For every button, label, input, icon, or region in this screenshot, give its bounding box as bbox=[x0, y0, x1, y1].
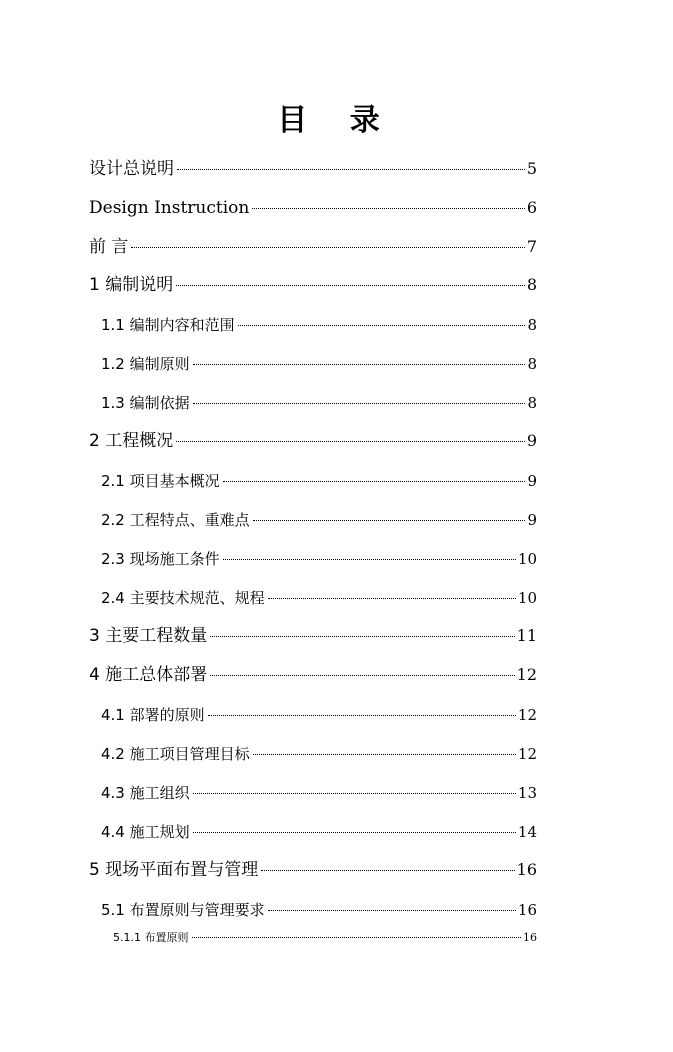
dot-leader bbox=[193, 793, 516, 794]
toc-entry-general-design-notes[interactable] bbox=[89, 157, 537, 181]
toc-page-number: 13 bbox=[517, 784, 537, 802]
toc-entry-label: 4.1 部署的原则 bbox=[101, 706, 205, 724]
toc-page-number: 7 bbox=[526, 237, 537, 256]
toc-entry-section-5-1-1[interactable] bbox=[113, 930, 537, 946]
toc-entry-preface[interactable] bbox=[89, 235, 537, 259]
toc-page-number: 16 bbox=[516, 860, 537, 879]
toc-entry-label: 4 施工总体部署 bbox=[89, 665, 208, 685]
toc-page-number: 5 bbox=[526, 159, 537, 178]
toc-page-number: 14 bbox=[517, 823, 537, 841]
toc-entry-section-4-3[interactable] bbox=[101, 781, 537, 805]
toc-entry-design-instruction[interactable] bbox=[89, 196, 537, 220]
toc-entry-section-3[interactable] bbox=[89, 624, 537, 648]
toc-entry-section-2-2[interactable] bbox=[101, 508, 537, 532]
toc-entry-label: 5.1 布置原则与管理要求 bbox=[101, 901, 265, 919]
dot-leader bbox=[223, 559, 516, 560]
toc-entry-label: 2.2 工程特点、重难点 bbox=[101, 511, 250, 529]
toc-page-number: 8 bbox=[527, 355, 537, 373]
toc-entry-section-4[interactable] bbox=[89, 663, 537, 687]
toc-entry-section-4-2[interactable] bbox=[101, 742, 537, 766]
toc-page-number: 16 bbox=[517, 901, 537, 919]
toc-title: 目 录 bbox=[277, 103, 396, 138]
toc-entry-section-1-1[interactable] bbox=[101, 313, 537, 337]
dot-leader bbox=[193, 403, 526, 404]
toc-entry-label: 设计总说明 bbox=[89, 159, 174, 179]
dot-leader bbox=[176, 441, 525, 442]
dot-leader bbox=[131, 247, 524, 248]
toc-entry-label: 2.4 主要技术规范、规程 bbox=[101, 589, 265, 607]
toc-entry-label: 4.3 施工组织 bbox=[101, 784, 190, 802]
dot-leader bbox=[193, 364, 526, 365]
toc-entry-label: 1.1 编制内容和范围 bbox=[101, 316, 235, 334]
toc-entry-label: 5 现场平面布置与管理 bbox=[89, 860, 259, 880]
toc-entry-label: 1 编制说明 bbox=[89, 275, 174, 295]
toc-page-number: 12 bbox=[516, 665, 537, 684]
toc-entry-label: 2.3 现场施工条件 bbox=[101, 550, 220, 568]
toc-page-number: 8 bbox=[527, 316, 537, 334]
toc-entry-section-1-2[interactable] bbox=[101, 352, 537, 376]
toc-page-number: 10 bbox=[517, 550, 537, 568]
toc-entry-label: 1.2 编制原则 bbox=[101, 355, 190, 373]
toc-page-number: 9 bbox=[527, 472, 537, 490]
dot-leader bbox=[268, 598, 516, 599]
toc-entry-section-4-1[interactable] bbox=[101, 703, 537, 727]
toc-page-number: 16 bbox=[523, 931, 537, 944]
toc-entry-label: Design Instruction bbox=[89, 198, 250, 218]
toc-entry-label: 4.2 施工项目管理目标 bbox=[101, 745, 250, 763]
toc-entry-section-2-4[interactable] bbox=[101, 586, 537, 610]
toc-entry-section-4-4[interactable] bbox=[101, 820, 537, 844]
toc-page-number: 12 bbox=[517, 706, 537, 724]
dot-leader bbox=[210, 675, 514, 676]
toc-entry-label: 前 言 bbox=[89, 237, 129, 257]
dot-leader bbox=[210, 636, 514, 637]
dot-leader bbox=[193, 832, 516, 833]
dot-leader bbox=[253, 520, 526, 521]
dot-leader bbox=[253, 754, 516, 755]
toc-page-number: 6 bbox=[526, 198, 537, 217]
dot-leader bbox=[176, 285, 525, 286]
toc-page-number: 12 bbox=[517, 745, 537, 763]
toc-entry-label: 5.1.1 布置原则 bbox=[113, 931, 189, 944]
toc-entry-section-5[interactable] bbox=[89, 858, 537, 882]
toc-page-number: 9 bbox=[526, 431, 537, 450]
toc-entry-label: 4.4 施工规划 bbox=[101, 823, 190, 841]
dot-leader bbox=[208, 715, 516, 716]
toc-entry-section-2-3[interactable] bbox=[101, 547, 537, 571]
toc-entry-section-5-1[interactable] bbox=[101, 898, 537, 922]
dot-leader bbox=[252, 208, 524, 209]
toc-entry-section-2-1[interactable] bbox=[101, 469, 537, 493]
toc-page-number: 11 bbox=[516, 626, 537, 645]
toc-page-number: 8 bbox=[526, 275, 537, 294]
toc-entry-label: 3 主要工程数量 bbox=[89, 626, 208, 646]
dot-leader bbox=[238, 325, 526, 326]
dot-leader bbox=[177, 169, 525, 170]
toc-entry-label: 2 工程概况 bbox=[89, 431, 174, 451]
toc-page-number: 10 bbox=[517, 589, 537, 607]
dot-leader bbox=[223, 481, 526, 482]
toc-entry-section-1[interactable] bbox=[89, 273, 537, 297]
dot-leader bbox=[268, 910, 516, 911]
toc-entry-label: 1.3 编制依据 bbox=[101, 394, 190, 412]
toc-page-number: 8 bbox=[527, 394, 537, 412]
dot-leader bbox=[261, 870, 514, 871]
toc-entry-section-1-3[interactable] bbox=[101, 391, 537, 415]
toc-page-number: 9 bbox=[527, 511, 537, 529]
dot-leader bbox=[192, 937, 522, 938]
toc-entry-section-2[interactable] bbox=[89, 429, 537, 453]
toc-entry-label: 2.1 项目基本概况 bbox=[101, 472, 220, 490]
